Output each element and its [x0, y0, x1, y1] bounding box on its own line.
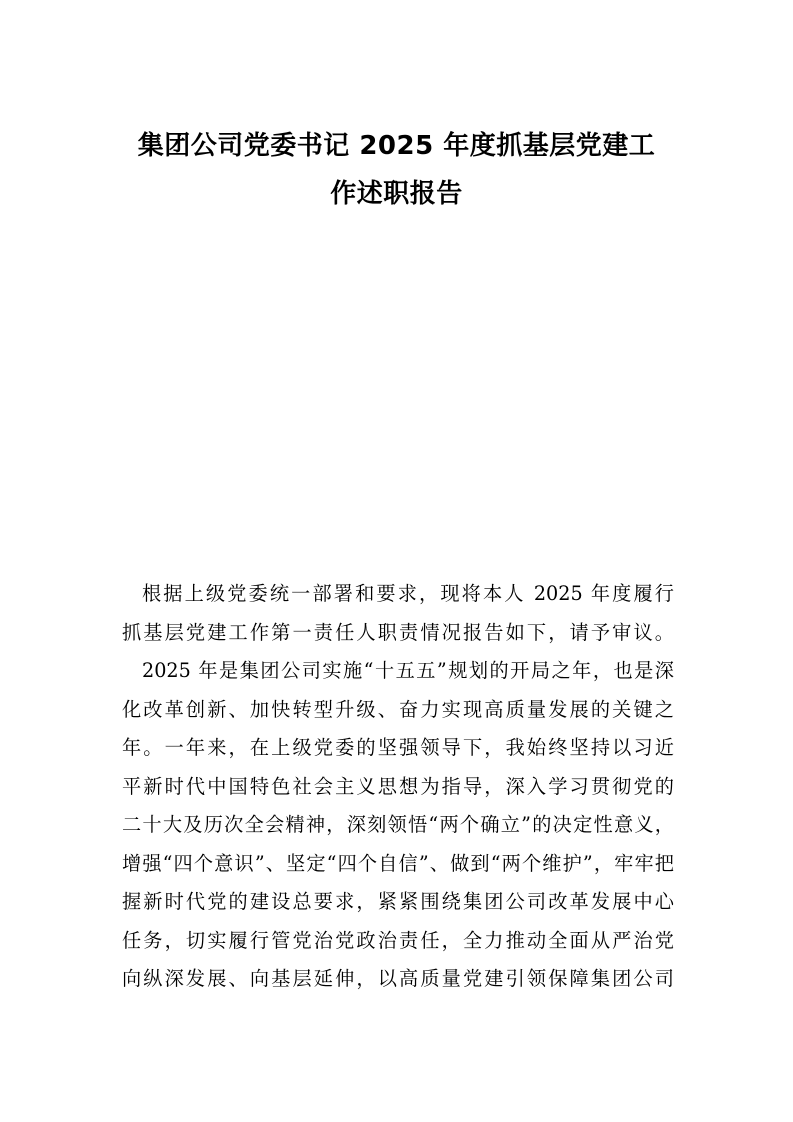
title-line-2: 作述职报告 — [330, 179, 463, 209]
paragraph-line: 握新时代党的建设总要求，紧紧围绕集团公司改革发展中心 — [122, 890, 674, 913]
paragraph-line: 二十大及历次全会精神，深刻领悟“两个确立”的决定性意义， — [122, 813, 674, 836]
paragraph-line: 增强“四个意识”、坚定“四个自信”、做到“两个维护”，牢牢把 — [122, 851, 674, 875]
paragraph-line: 向纵深发展、向基层延伸，以高质量党建引领保障集团公司 — [122, 967, 674, 990]
paragraph-line: 平新时代中国特色社会主义思想为指导，深入学习贯彻党的 — [122, 774, 674, 798]
paragraph-line: 年。一年来，在上级党委的坚强领导下，我始终坚持以习近 — [122, 736, 674, 759]
paragraph-line: 根据上级党委统一部署和要求，现将本人 2025 年度履行 — [142, 582, 674, 605]
paragraph-line: 任务，切实履行管党治党政治责任，全力推动全面从严治党 — [122, 928, 674, 952]
paragraph-line: 抓基层党建工作第一责任人职责情况报告如下，请予审议。 — [122, 620, 674, 644]
paragraph-1 — [122, 575, 674, 652]
paragraph-2 — [122, 652, 674, 999]
paragraph-line: 2025 年是集团公司实施“十五五”规划的开局之年，也是深 — [142, 659, 674, 682]
paragraph-line: 化改革创新、加快转型升级、奋力实现高质量发展的关键之 — [122, 697, 674, 721]
title-line-1: 集团公司党委书记 2025 年度抓基层党建工 — [137, 131, 656, 161]
document-title — [100, 122, 693, 218]
document-body — [122, 575, 674, 999]
